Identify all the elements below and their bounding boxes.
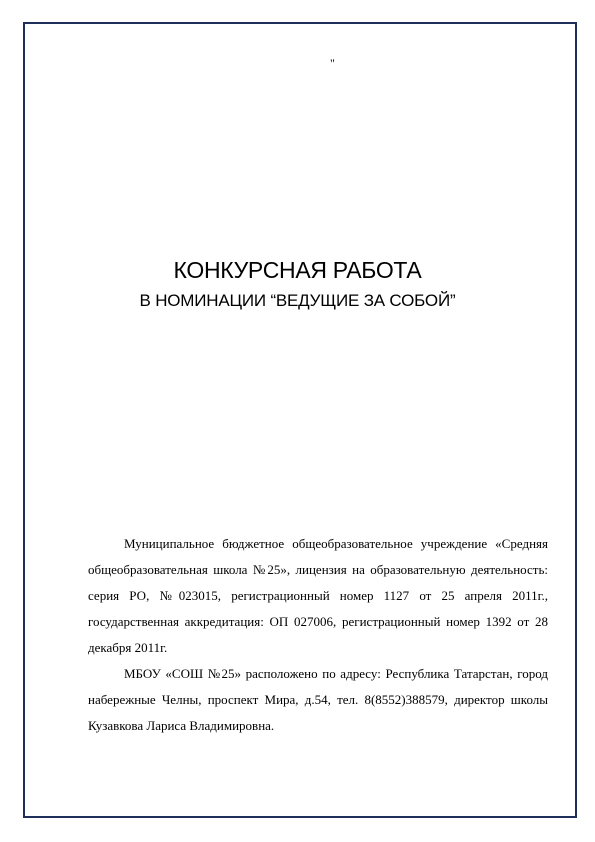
top-mark: ": [330, 56, 335, 70]
paragraph-school-info: Муниципальное бюджетное общеобразовательное учреждение «Средняя общеобразовательная школа №25», лицензия на образовательную деятельность: серия РО, №023015, регистрационный номер 1127 от 25 апреля 2011г., государственная аккредитация: ОП 027006, регистрационный номер 1392 от 28 декабря 2011г.: [88, 536, 548, 655]
document-title: КОНКУРСНАЯ РАБОТА: [173, 257, 422, 283]
body-text: [88, 531, 548, 739]
paragraph-school-address: МБОУ «СОШ №25» расположено по адресу: Республика Татарстан, город набережные Челны, проспект Мира, д.54, тел. 8(8552)388579, директор школы Кузавкова Лариса Владимировна.: [88, 666, 548, 733]
document-subtitle: В НОМИНАЦИИ “ВЕДУЩИЕ ЗА СОБОЙ”: [139, 291, 456, 310]
